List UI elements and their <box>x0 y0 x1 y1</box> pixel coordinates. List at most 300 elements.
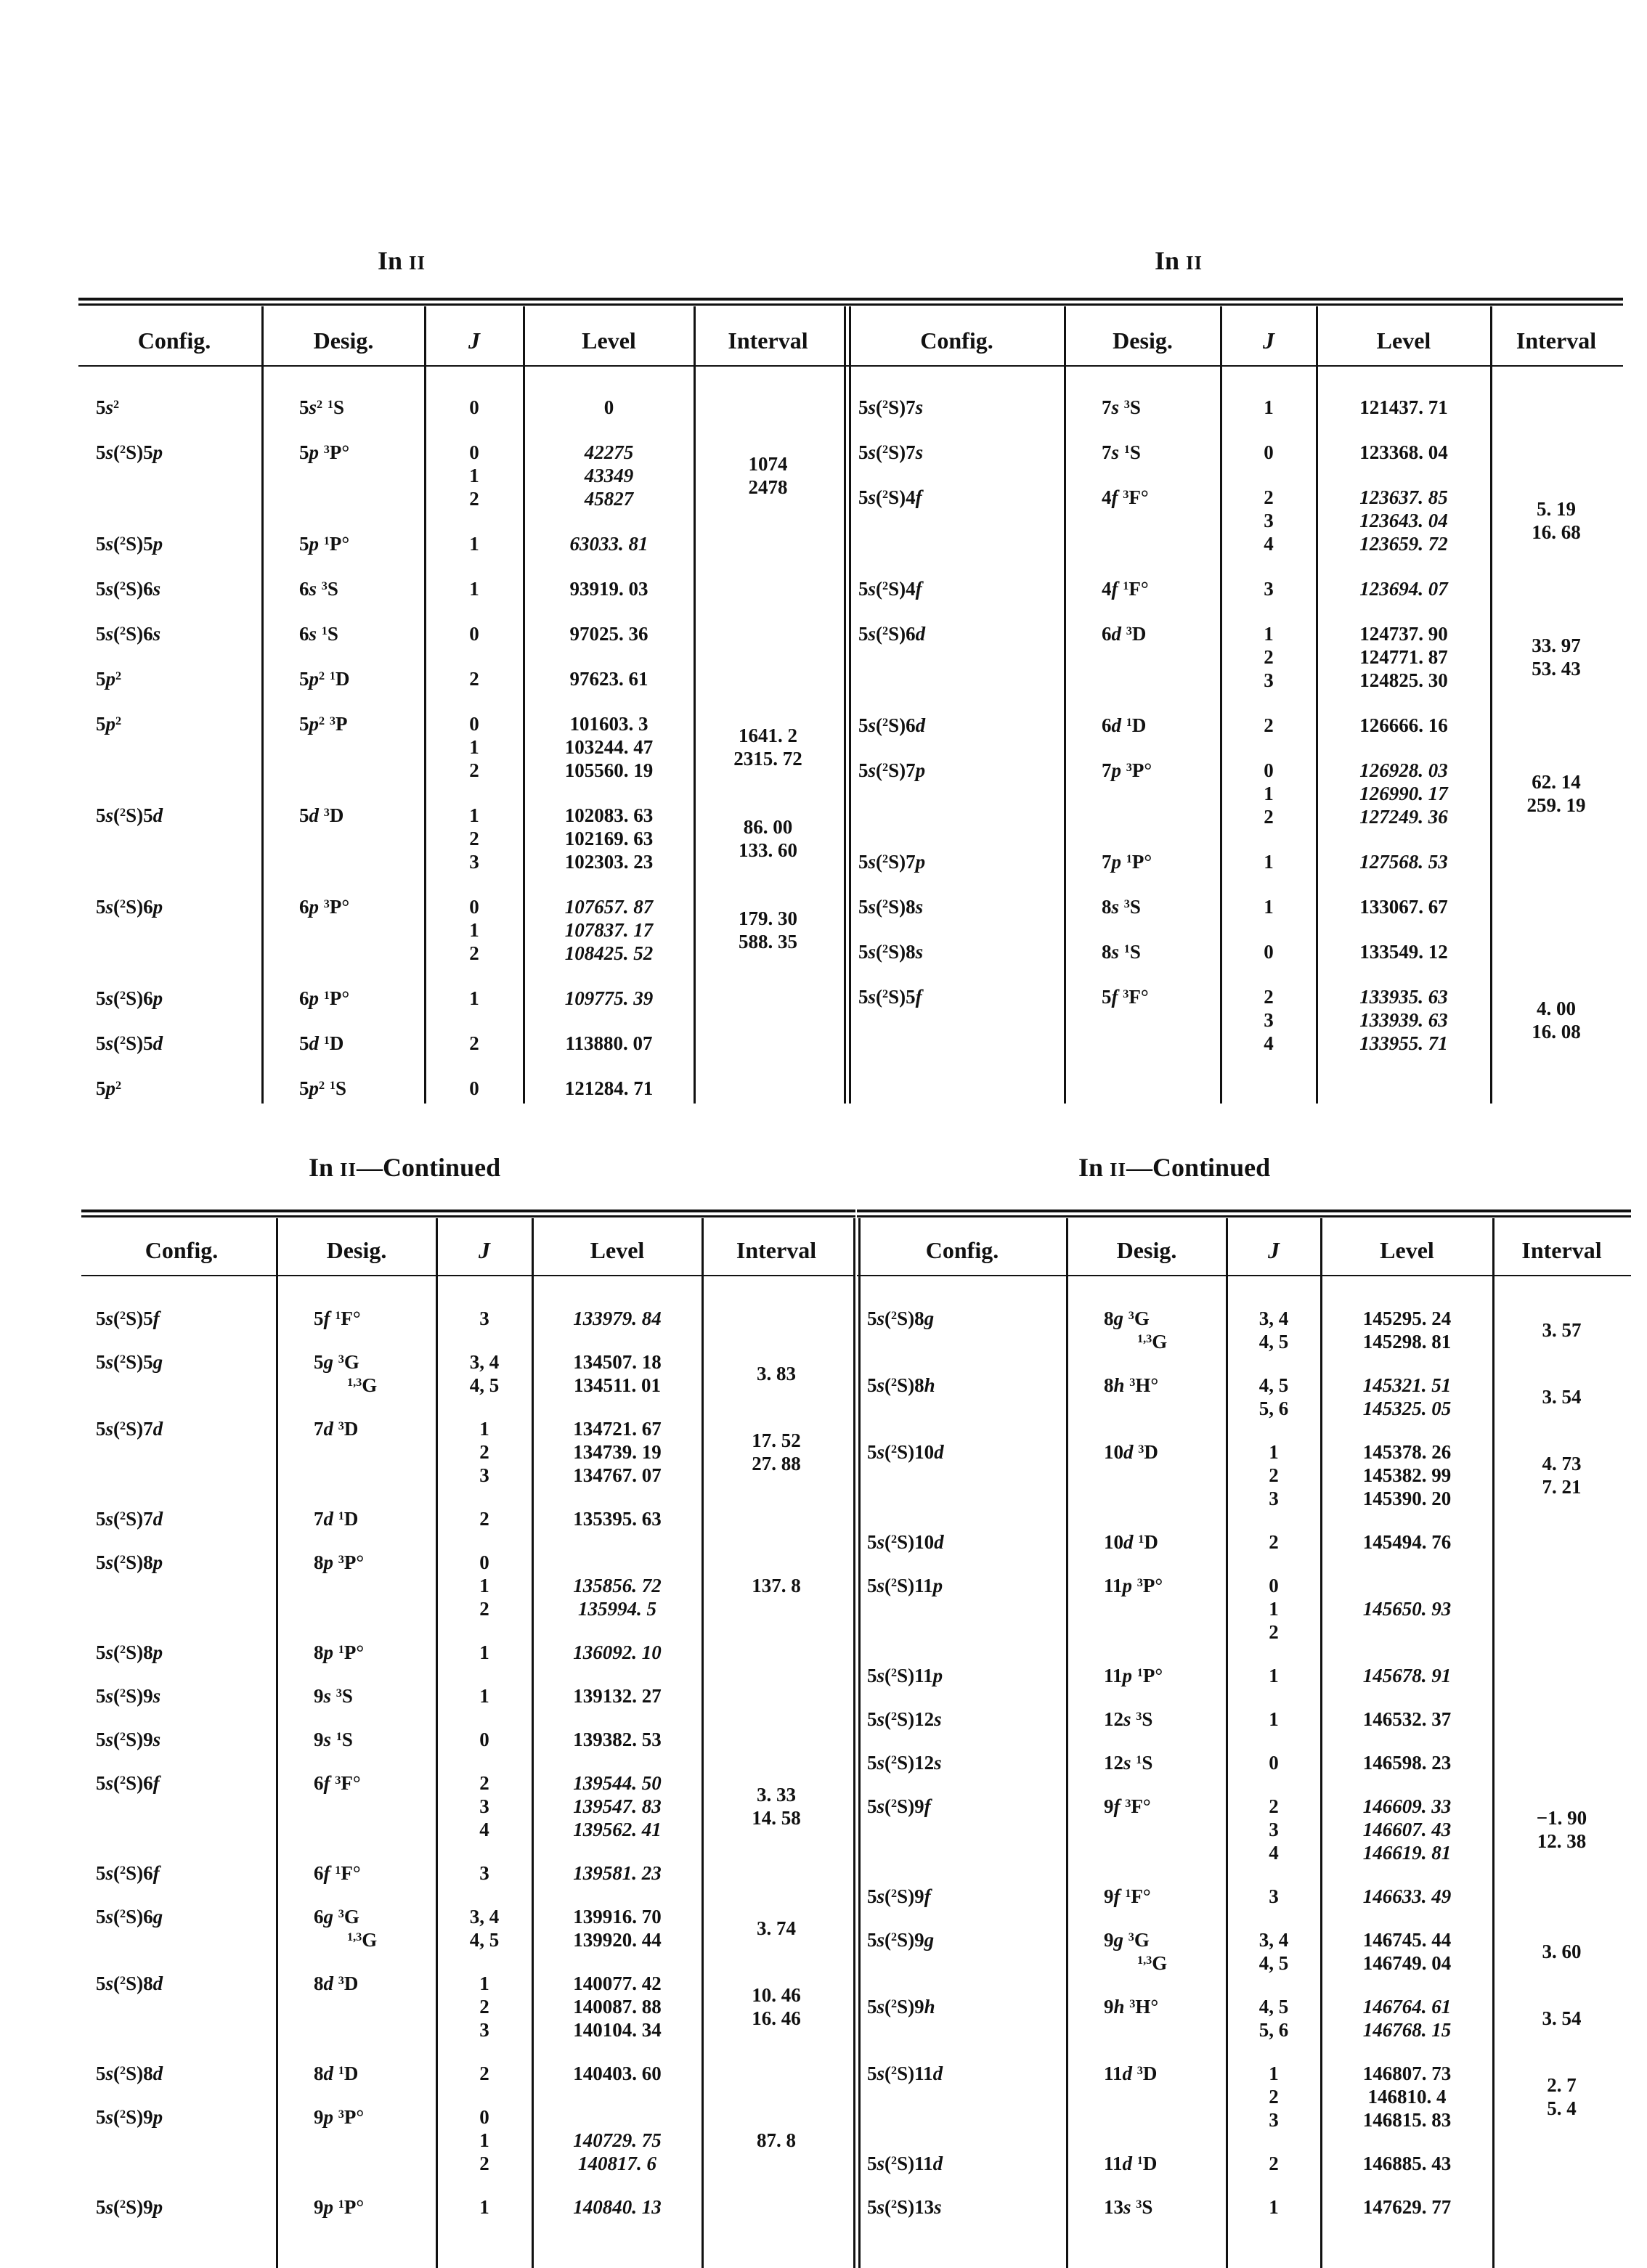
designation-cell: 9s $^3$S <box>314 1685 353 1707</box>
j-value: 3 <box>469 851 479 873</box>
j-value: 2 <box>1269 1621 1279 1643</box>
designation-cell: 5g $^3$G <box>314 1351 359 1373</box>
designation-cell: 8d $^3$D <box>314 1973 359 1994</box>
interval-value: 5. 19 <box>1537 498 1576 520</box>
config-cell: 5s($^2$S)11p <box>867 1575 943 1596</box>
column-header-j: J <box>479 1237 490 1263</box>
level-value: 45827 <box>584 488 634 510</box>
interval-value: −1. 90 <box>1536 1807 1587 1829</box>
config-cell: $5s^2$ <box>96 396 120 418</box>
column-header-level: Level <box>582 327 636 354</box>
j-value: 2 <box>469 488 479 510</box>
designation-cell: 9p $^1$P° <box>314 2196 365 2218</box>
j-value: 1 <box>479 1418 489 1440</box>
interval-value: 3. 54 <box>1542 1386 1582 1408</box>
column-divider <box>523 306 525 1104</box>
j-value: 0 <box>1264 441 1274 463</box>
j-value: 3 <box>1264 510 1274 531</box>
j-value: 3 <box>1269 1819 1279 1840</box>
level-value: 145298. 81 <box>1362 1331 1452 1353</box>
j-value: 5, 6 <box>1258 1398 1289 1419</box>
level-value: 139132. 27 <box>573 1685 662 1707</box>
level-value: 43349 <box>584 465 634 486</box>
config-cell: 5s($^2$S)6s <box>96 623 161 645</box>
level-value: 0 <box>603 396 614 418</box>
config-cell: 5s($^2$S)6p <box>96 987 163 1009</box>
config-cell: 5s($^2$S)6d <box>858 714 926 736</box>
table-separator <box>858 1218 861 2268</box>
j-value: 3, 4 <box>469 1351 500 1373</box>
interval-value: 16. 68 <box>1532 521 1581 543</box>
level-value: 145650. 93 <box>1362 1598 1452 1620</box>
designation-cell: 5p $^3$P° <box>299 441 350 463</box>
level-value: 133939. 63 <box>1359 1009 1448 1031</box>
config-cell: 5s($^2$S)9g <box>867 1929 935 1951</box>
config-cell: 5s($^2$S)7d <box>96 1508 163 1530</box>
config-cell: 5s($^2$S)9f <box>867 1885 931 1907</box>
config-cell: 5s($^2$S)8s <box>858 941 924 963</box>
designation-cell: 8s $^1$S <box>1102 941 1141 963</box>
config-cell: 5s($^2$S)5d <box>96 1032 163 1054</box>
j-value: 1 <box>479 1973 489 1994</box>
designation-cell: 5p $^1$P° <box>299 533 350 555</box>
column-divider <box>1220 306 1222 1104</box>
designation-cell: 6s $^3$S <box>299 578 338 600</box>
interval-value: 588. 35 <box>739 931 797 953</box>
column-header-interval: Interval <box>728 327 808 354</box>
level-value: 134721. 67 <box>573 1418 662 1440</box>
level-value: 127249. 36 <box>1359 806 1448 828</box>
table-title: In II <box>378 246 426 275</box>
config-cell: $5p^2$ <box>96 713 122 735</box>
table-title: In II—Continued <box>309 1153 501 1182</box>
config-cell: $5p^2$ <box>96 1077 122 1099</box>
j-value: 4 <box>1264 533 1274 555</box>
j-value: 2 <box>479 2063 489 2084</box>
j-value: 0 <box>469 1077 479 1099</box>
designation-cell: 8h $^3$H° <box>1104 1374 1159 1396</box>
designation-cell: 7d $^3$D <box>314 1418 359 1440</box>
interval-value: 14. 58 <box>752 1807 801 1829</box>
j-value: 3 <box>479 1464 489 1486</box>
level-value: 93919. 03 <box>569 578 648 600</box>
j-value: 1 <box>1269 2196 1279 2218</box>
j-value: 2 <box>469 759 479 781</box>
j-value: 5, 6 <box>1258 2019 1289 2041</box>
level-value: 135395. 63 <box>573 1508 662 1530</box>
column-header-j: J <box>1263 327 1274 354</box>
config-cell: 5s($^2$S)7s <box>858 441 924 463</box>
level-value: 107837. 17 <box>564 919 654 941</box>
designation-cell-alt: $^{1,3}$G <box>1137 1952 1168 1974</box>
designation-cell: 6f $^1$F° <box>314 1862 361 1884</box>
config-cell: 5s($^2$S)6g <box>96 1906 163 1928</box>
level-value: 136092. 10 <box>573 1641 662 1663</box>
level-value: 134767. 07 <box>573 1464 662 1486</box>
interval-value: 3. 83 <box>757 1363 796 1384</box>
j-value: 2 <box>469 828 479 849</box>
j-value: 3 <box>479 1795 489 1817</box>
j-value: 2 <box>1269 2153 1279 2174</box>
level-value: 139916. 70 <box>573 1906 662 1928</box>
j-value: 2 <box>1264 486 1274 508</box>
j-value: 2 <box>479 2153 489 2174</box>
config-cell: 5s($^2$S)5f <box>96 1308 160 1329</box>
j-value: 2 <box>1264 646 1274 668</box>
designation-cell: 9s $^1$S <box>314 1729 353 1750</box>
level-value: 123643. 04 <box>1359 510 1448 531</box>
level-value: 140403. 60 <box>573 2063 662 2084</box>
column-header-desig: Desig. <box>313 327 374 354</box>
designation-cell: 8s $^3$S <box>1102 896 1141 918</box>
designation-cell: $5p^2$ $^3$P <box>299 713 348 735</box>
level-value: 133935. 63 <box>1359 986 1448 1008</box>
config-cell: 5s($^2$S)9f <box>867 1795 931 1817</box>
column-header-desig: Desig. <box>326 1237 387 1263</box>
designation-cell: 6p $^1$P° <box>299 987 350 1009</box>
level-value: 97025. 36 <box>569 623 648 645</box>
j-value: 2 <box>1269 1531 1279 1553</box>
level-value: 107657. 87 <box>564 896 654 918</box>
level-value: 146749. 04 <box>1362 1952 1452 1974</box>
config-cell: 5s($^2$S)12s <box>867 1708 942 1730</box>
designation-cell: 9g $^3$G <box>1104 1929 1150 1951</box>
j-value: 1 <box>1269 2063 1279 2084</box>
j-value: 1 <box>469 578 479 600</box>
designation-cell: 10d $^3$D <box>1104 1441 1158 1463</box>
level-value: 139547. 83 <box>573 1795 662 1817</box>
level-value: 124825. 30 <box>1359 669 1448 691</box>
config-cell: 5s($^2$S)10d <box>867 1441 944 1463</box>
j-value: 3 <box>1269 2109 1279 2131</box>
designation-cell: 12s $^1$S <box>1104 1752 1153 1774</box>
designation-cell: 5f $^3$F° <box>1102 986 1149 1008</box>
column-header-j: J <box>468 327 480 354</box>
j-value: 2 <box>1264 806 1274 828</box>
top-rule-outer <box>857 1210 1631 1212</box>
j-value: 1 <box>1269 1665 1279 1686</box>
j-value: 1 <box>479 1685 489 1707</box>
designation-cell: 7d $^1$D <box>314 1508 359 1530</box>
j-value: 0 <box>469 896 479 918</box>
interval-value: 16. 46 <box>752 2007 801 2029</box>
config-cell: 5s($^2$S)8p <box>96 1641 163 1663</box>
level-value: 97623. 61 <box>569 668 648 690</box>
column-header-j: J <box>1268 1237 1280 1263</box>
column-header-level: Level <box>1380 1237 1434 1263</box>
level-value: 145295. 24 <box>1362 1308 1452 1329</box>
designation-cell: 9p $^3$P° <box>314 2106 365 2128</box>
j-value: 2 <box>469 942 479 964</box>
config-cell: 5s($^2$S)9s <box>96 1685 161 1707</box>
j-value: 1 <box>479 1575 489 1596</box>
column-header-interval: Interval <box>1516 327 1597 354</box>
level-value: 147629. 77 <box>1362 2196 1452 2218</box>
header-rule <box>857 1275 1631 1276</box>
designation-cell: 10d $^1$D <box>1104 1531 1158 1553</box>
level-value: 105560. 19 <box>564 759 654 781</box>
column-divider <box>1490 306 1492 1104</box>
designation-cell: 5d $^3$D <box>299 804 344 826</box>
designation-cell: 4f $^3$F° <box>1102 486 1149 508</box>
level-value: 140087. 88 <box>573 1996 662 2018</box>
interval-value: 133. 60 <box>739 839 797 861</box>
table-title: In II—Continued <box>1078 1153 1271 1182</box>
j-value: 2 <box>469 668 479 690</box>
j-value: 1 <box>469 533 479 555</box>
column-header-interval: Interval <box>736 1237 817 1263</box>
designation-cell: 6f $^3$F° <box>314 1772 361 1794</box>
config-cell: 5s($^2$S)13s <box>867 2196 942 2218</box>
j-value: 4, 5 <box>1258 1331 1289 1353</box>
j-value: 2 <box>469 1032 479 1054</box>
interval-value: 2478 <box>748 476 788 498</box>
top-rule-inner <box>81 1215 855 1217</box>
level-value: 140840. 13 <box>573 2196 662 2218</box>
level-value: 146532. 37 <box>1362 1708 1452 1730</box>
level-value: 133955. 71 <box>1359 1032 1448 1054</box>
column-divider <box>694 306 696 1104</box>
j-value: 3 <box>479 1308 489 1329</box>
level-value: 145378. 26 <box>1362 1441 1452 1463</box>
table-separator <box>849 306 851 1104</box>
level-value: 103244. 47 <box>564 736 654 758</box>
interval-value: 10. 46 <box>752 1984 801 2006</box>
j-value: 4, 5 <box>469 1374 500 1396</box>
level-value: 108425. 52 <box>564 942 654 964</box>
config-cell: 5s($^2$S)11p <box>867 1665 943 1686</box>
designation-cell: $5s^2$ $^1$S <box>299 396 344 418</box>
j-value: 2 <box>1264 714 1274 736</box>
j-value: 1 <box>469 987 479 1009</box>
config-cell: 5s($^2$S)5g <box>96 1351 163 1373</box>
interval-value: 16. 08 <box>1532 1021 1581 1043</box>
config-cell: 5s($^2$S)11d <box>867 2153 943 2174</box>
level-value: 146609. 33 <box>1362 1795 1452 1817</box>
designation-cell: 6d $^1$D <box>1102 714 1147 736</box>
j-value: 3 <box>1269 1488 1279 1509</box>
header-rule <box>81 1275 855 1276</box>
interval-value: 259. 19 <box>1526 794 1586 816</box>
level-value: 102169. 63 <box>564 828 654 849</box>
level-value: 126666. 16 <box>1359 714 1448 736</box>
level-value: 124737. 90 <box>1359 623 1448 645</box>
top-rule-outer <box>81 1210 855 1212</box>
j-value: 1 <box>1264 623 1274 645</box>
interval-value: 3. 33 <box>757 1784 796 1806</box>
designation-cell: 8p $^3$P° <box>314 1551 365 1573</box>
j-value: 3 <box>479 1862 489 1884</box>
j-value: 0 <box>1264 941 1274 963</box>
header-rule <box>847 365 1623 367</box>
level-value: 102083. 63 <box>564 804 654 826</box>
interval-value: 62. 14 <box>1532 771 1581 793</box>
designation-cell-alt: $^{1,3}$G <box>347 1929 378 1951</box>
interval-value: 3. 74 <box>757 1917 796 1939</box>
top-rule-inner <box>847 303 1623 306</box>
j-value: 4, 5 <box>469 1929 500 1951</box>
column-header-level: Level <box>1376 327 1431 354</box>
designation-cell: 11p $^3$P° <box>1104 1575 1163 1596</box>
level-value: 146607. 43 <box>1362 1819 1452 1840</box>
config-cell: $5p^2$ <box>96 668 122 690</box>
interval-value: 3. 60 <box>1542 1941 1582 1962</box>
config-cell: 5s($^2$S)7p <box>858 759 926 781</box>
config-cell: 5s($^2$S)4f <box>858 578 922 600</box>
column-header-config: Config. <box>925 1237 999 1263</box>
level-value: 146633. 49 <box>1362 1885 1452 1907</box>
config-cell: 5s($^2$S)8h <box>867 1374 935 1396</box>
interval-value: 4. 73 <box>1542 1453 1582 1474</box>
interval-value: 5. 4 <box>1547 2097 1577 2119</box>
designation-cell: 5d $^1$D <box>299 1032 344 1054</box>
table-separator <box>853 1218 855 2268</box>
j-value: 2 <box>479 1441 489 1463</box>
level-value: 102303. 23 <box>564 851 654 873</box>
column-divider <box>1316 306 1318 1104</box>
designation-cell: $5p^2$ $^1$S <box>299 1077 346 1099</box>
column-header-interval: Interval <box>1521 1237 1602 1263</box>
j-value: 1 <box>1269 1708 1279 1730</box>
designation-cell: 7p $^1$P° <box>1102 851 1152 873</box>
designation-cell: $5p^2$ $^1$D <box>299 668 350 690</box>
level-value: 101603. 3 <box>569 713 648 735</box>
j-value: 0 <box>479 1551 489 1573</box>
column-divider <box>276 1218 278 2268</box>
level-value: 133067. 67 <box>1359 896 1448 918</box>
interval-value: 87. 8 <box>757 2129 796 2151</box>
level-value: 146768. 15 <box>1362 2019 1452 2041</box>
j-value: 0 <box>469 396 479 418</box>
j-value: 2 <box>479 1508 489 1530</box>
config-cell: 5s($^2$S)5p <box>96 533 163 555</box>
level-value: 139581. 23 <box>573 1862 662 1884</box>
level-value: 133979. 84 <box>573 1308 662 1329</box>
level-value: 145321. 51 <box>1362 1374 1452 1396</box>
designation-cell: 9f $^3$F° <box>1104 1795 1151 1817</box>
j-value: 2 <box>479 1598 489 1620</box>
level-value: 123368. 04 <box>1359 441 1448 463</box>
interval-value: 27. 88 <box>752 1453 801 1474</box>
j-value: 1 <box>479 1641 489 1663</box>
j-value: 3, 4 <box>1258 1308 1289 1329</box>
config-cell: 5s($^2$S)12s <box>867 1752 942 1774</box>
level-value: 123659. 72 <box>1359 533 1448 555</box>
designation-cell-alt: $^{1,3}$G <box>347 1374 378 1396</box>
config-cell: 5s($^2$S)9h <box>867 1996 935 2018</box>
interval-value: 86. 00 <box>743 816 793 838</box>
designation-cell: 7s $^3$S <box>1102 396 1141 418</box>
j-value: 4 <box>1264 1032 1274 1054</box>
j-value: 1 <box>479 2129 489 2151</box>
level-value: 123637. 85 <box>1359 486 1448 508</box>
interval-value: 137. 8 <box>752 1575 801 1596</box>
j-value: 1 <box>1264 851 1274 873</box>
level-value: 113880. 07 <box>565 1032 653 1054</box>
config-cell: 5s($^2$S)8s <box>858 896 924 918</box>
designation-cell: 9f $^1$F° <box>1104 1885 1151 1907</box>
designation-cell: 13s $^3$S <box>1104 2196 1153 2218</box>
column-header-config: Config. <box>137 327 211 354</box>
j-value: 4, 5 <box>1258 1952 1289 1974</box>
level-value: 146810. 4 <box>1367 2086 1447 2108</box>
interval-value: 3. 54 <box>1542 2007 1582 2029</box>
designation-cell: 8g $^3$G <box>1104 1308 1150 1329</box>
config-cell: 5s($^2$S)11d <box>867 2063 943 2084</box>
designation-cell: 6d $^3$D <box>1102 623 1147 645</box>
config-cell: 5s($^2$S)6s <box>96 578 161 600</box>
j-value: 0 <box>469 441 479 463</box>
j-value: 2 <box>479 1772 489 1794</box>
level-value: 134511. 01 <box>573 1374 661 1396</box>
designation-cell: 9h $^3$H° <box>1104 1996 1159 2018</box>
level-value: 124771. 87 <box>1359 646 1448 668</box>
level-value: 123694. 07 <box>1359 578 1448 600</box>
level-value: 146745. 44 <box>1362 1929 1452 1951</box>
top-rule-outer <box>847 298 1623 301</box>
j-value: 1 <box>1269 1441 1279 1463</box>
config-cell: 5s($^2$S)5p <box>96 441 163 463</box>
designation-cell: 7p $^3$P° <box>1102 759 1152 781</box>
j-value: 0 <box>469 623 479 645</box>
level-value: 146807. 73 <box>1362 2063 1452 2084</box>
j-value: 1 <box>1264 896 1274 918</box>
j-value: 4, 5 <box>1258 1996 1289 2018</box>
column-header-desig: Desig. <box>1113 327 1173 354</box>
j-value: 2 <box>1269 1795 1279 1817</box>
config-cell: 5s($^2$S)9p <box>96 2106 163 2128</box>
column-header-desig: Desig. <box>1116 1237 1177 1263</box>
table-title: In II <box>1155 246 1203 275</box>
j-value: 2 <box>1269 1464 1279 1486</box>
j-value: 3, 4 <box>1258 1929 1289 1951</box>
config-cell: 5s($^2$S)10d <box>867 1531 944 1553</box>
top-rule-inner <box>78 303 847 306</box>
designation-cell: 6s $^1$S <box>299 623 338 645</box>
config-cell: 5s($^2$S)9s <box>96 1729 161 1750</box>
designation-cell: 6p $^3$P° <box>299 896 350 918</box>
level-value: 139544. 50 <box>573 1772 662 1794</box>
j-value: 2 <box>1269 2086 1279 2108</box>
interval-value: 17. 52 <box>752 1429 801 1451</box>
level-value: 140817. 6 <box>578 2153 656 2174</box>
j-value: 3, 4 <box>469 1906 500 1928</box>
designation-cell: 11d $^1$D <box>1104 2153 1158 2174</box>
level-value: 140104. 34 <box>573 2019 662 2041</box>
level-value: 135994. 5 <box>578 1598 656 1620</box>
j-value: 4 <box>479 1819 489 1840</box>
config-cell: 5s($^2$S)6f <box>96 1862 160 1884</box>
column-header-config: Config. <box>145 1237 219 1263</box>
j-value: 0 <box>1269 1575 1279 1596</box>
j-value: 1 <box>1264 396 1274 418</box>
level-value: 139382. 53 <box>573 1729 662 1750</box>
j-value: 3 <box>1264 669 1274 691</box>
level-value: 140729. 75 <box>573 2129 662 2151</box>
designation-cell: 4f $^1$F° <box>1102 578 1149 600</box>
j-value: 0 <box>479 1729 489 1750</box>
top-rule-outer <box>78 298 847 301</box>
interval-value: 3. 57 <box>1542 1319 1582 1341</box>
config-cell: 5s($^2$S)5f <box>858 986 922 1008</box>
column-header-level: Level <box>590 1237 645 1263</box>
table-separator <box>844 306 846 1104</box>
j-value: 1 <box>469 465 479 486</box>
designation-cell: 8d $^1$D <box>314 2063 359 2084</box>
level-value: 42275 <box>584 441 634 463</box>
level-value: 121284. 71 <box>564 1077 654 1099</box>
level-value: 126990. 17 <box>1359 783 1448 804</box>
